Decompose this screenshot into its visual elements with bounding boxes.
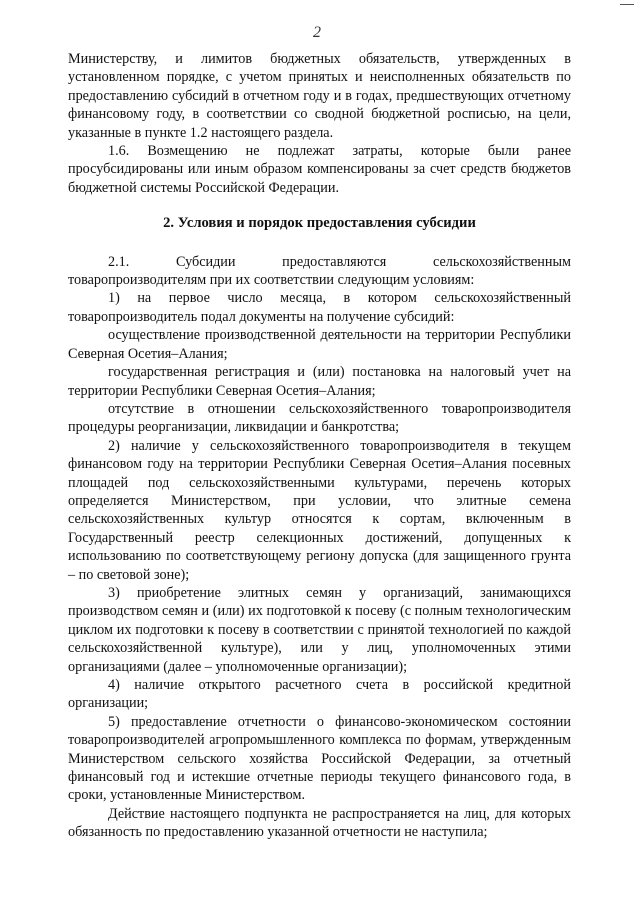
paragraph: 4) наличие открытого расчетного счета в российской кредитной организации;	[68, 677, 571, 712]
paragraph: Действие настоящего подпункта не распространяется на лиц, для которых обязанность по предоставлению указанной отчетности не наступила;	[68, 805, 571, 841]
section-heading: 2. Условия и порядок предоставления субсидии	[163, 215, 476, 232]
paragraph: осуществление производственной деятельности на территории Республики Северная Осетия–Алания;	[68, 327, 571, 362]
paragraph: 1.6. Возмещению не подлежат затраты, которые были ранее просубсидированы или иным образом компенсированы за счет средств бюджетов бюджетной системы Российской Федерации.	[68, 143, 571, 196]
document-body	[68, 50, 571, 842]
page-number: 2	[313, 24, 321, 41]
paragraph: государственная регистрация и (или) постановка на налоговый учет на территории Республики Северная Осетия–Алания;	[68, 364, 571, 399]
paragraph: 2) наличие у сельскохозяйственного товаропроизводителя в текущем финансовом году на территории Республики Северная Осетия–Алания посевных площадей под сельскохозяйственными культурами, перечень которых определяется Министерством, при условии, что элитные семена сельскохозяйственных культур относятся к сортам, включенным в Государственный реестр селекционных достижений, допущенных к использованию по соответствующему региону допуска (для защищенного грунта – по световой зоне);	[68, 437, 571, 583]
paragraph: отсутствие в отношении сельскохозяйственного товаропроизводителя процедуры реорганизации, ликвидации и банкротства;	[68, 400, 571, 436]
corner-mark	[620, 4, 634, 5]
paragraph: 5) предоставление отчетности о финансово-экономическом состоянии товаропроизводителей агропромышленного комплекса по формам, утвержденным Министерством сельского хозяйства Российской Федерации, за отчетный финансовый год и истекшие отчетные периоды текущего финансового года, в сроки, установленные Министерством.	[68, 713, 571, 804]
paragraph: Министерству, и лимитов бюджетных обязательств, утвержденных в установленном порядке, с учетом принятых и неисполненных обязательств по предоставлению субсидий в отчетном году и в годах, предшествующих отчетному финансовому году, в соответствии со сводной бюджетной росписью, на цели, указанные в пункте 1.2 настоящего раздела.	[68, 51, 571, 141]
paragraph: 2.1. Субсидии предоставляются сельскохозяйственным товаропроизводителям при их соответствии следующим условиям:	[68, 253, 571, 289]
paragraph: 1) на первое число месяца, в котором сельскохозяйственный товаропроизводитель подал документы на получение субсидий:	[68, 290, 571, 325]
paragraph: 3) приобретение элитных семян у организаций, занимающихся производством семян и (или) их подготовкой к посеву (с полным технологическим циклом их подготовки к посеву в соответствии с принятой технологией по каждой сельскохозяйственной культуре), или у лиц, уполномоченных этими организациями (далее – уполномоченные организации);	[68, 584, 571, 675]
